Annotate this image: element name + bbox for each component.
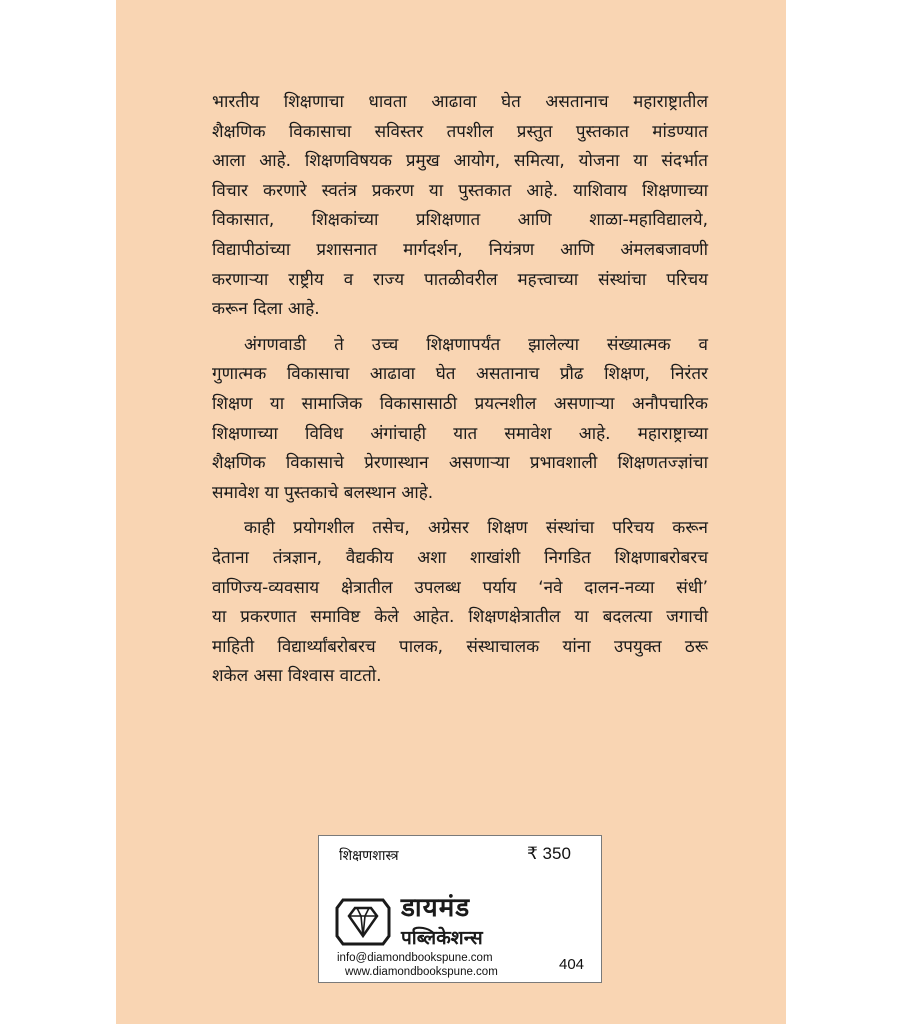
paragraph-3	[212, 514, 708, 692]
brand-name-line1: डायमंड	[401, 893, 471, 923]
paragraph-2	[212, 331, 708, 509]
price-tag: ₹ 350	[527, 844, 571, 863]
text-line: शिक्षणाच्या विविध अंगांचाही यात समावेश आहे. महाराष्ट्राच्या	[212, 423, 708, 444]
book-code: 404	[559, 956, 585, 973]
text-line: शकेल असा विश्वास वाटतो.	[212, 666, 382, 687]
text-line: गुणात्मक विकासाचा आढावा घेत असतानाच प्रौढ शिक्षण, निरंतर	[212, 364, 708, 385]
email-address: info@diamondbookspune.com	[337, 952, 493, 964]
text-line: भारतीय शिक्षणाचा धावता आढावा घेत असतानाच महाराष्ट्रातील	[212, 92, 708, 112]
text-line: करणाऱ्या राष्ट्रीय व राज्य पातळीवरील महत्त्वाच्या संस्थांचा परिचय	[212, 269, 708, 290]
text-line: आला आहे. शिक्षणविषयक प्रमुख आयोग, समित्या, योजना या संदर्भात	[212, 151, 708, 172]
text-line: करून दिला आहे.	[212, 299, 320, 320]
publisher-label	[318, 835, 602, 983]
text-line: समावेश या पुस्तकाचे बलस्थान आहे.	[212, 482, 434, 503]
text-line: वाणिज्य-व्यवसाय क्षेत्रातील उपलब्ध पर्याय ‘नवे दालन-नव्या संधी’	[212, 577, 708, 598]
subject-category: शिक्षणशास्त्र	[339, 848, 399, 864]
paragraph-1	[212, 88, 708, 325]
text-line: देताना तंत्रज्ञान, वैद्यकीय अशा शाखांशी निगडित शिक्षणाबरोबरच	[212, 547, 708, 568]
website-url: www.diamondbookspune.com	[345, 966, 498, 978]
text-line: विचार करणारे स्वतंत्र प्रकरण या पुस्तकात आहे. याशिवाय शिक्षणाच्या	[212, 180, 708, 201]
blurb-text	[212, 88, 708, 698]
text-line: विकासात, शिक्षकांच्या प्रशिक्षणात आणि शाळा-महाविद्यालये,	[212, 210, 708, 231]
text-line: शिक्षण या सामाजिक विकासासाठी प्रयत्नशील असणाऱ्या अनौपचारिक	[212, 393, 708, 414]
text-line: अंगणवाडी ते उच्च शिक्षणापर्यंत झालेल्या संख्यात्मक व	[244, 334, 708, 355]
back-cover	[116, 0, 786, 1024]
brand-name-line2: पब्लिकेशन्स	[401, 927, 483, 949]
diamond-logo-icon	[335, 896, 391, 948]
text-line: शैक्षणिक विकासाचे प्रेरणास्थान असणाऱ्या प्रभावशाली शिक्षणतज्ज्ञांचा	[212, 453, 708, 474]
text-line: शैक्षणिक विकासाचा सविस्तर तपशील प्रस्तुत पुस्तकात मांडण्यात	[212, 121, 708, 142]
text-line: माहिती विद्यार्थ्यांबरोबरच पालक, संस्थाचालक यांना उपयुक्त ठरू	[212, 636, 708, 657]
text-line: या प्रकरणात समाविष्ट केले आहेत. शिक्षणक्षेत्रातील या बदलत्या जगाची	[212, 607, 708, 628]
text-line: विद्यापीठांच्या प्रशासनात मार्गदर्शन, नियंत्रण आणि अंमलबजावणी	[212, 239, 708, 260]
text-line: काही प्रयोगशील तसेच, अग्रेसर शिक्षण संस्थांचा परिचय करून	[244, 518, 708, 539]
